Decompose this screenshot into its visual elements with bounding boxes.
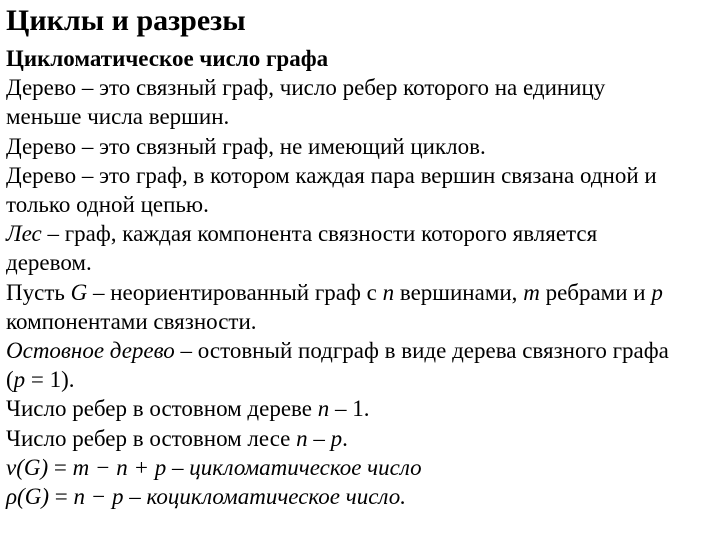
slide-body xyxy=(6,44,714,511)
graph-assumption-line-1 xyxy=(6,278,714,307)
text-segment: – 1. xyxy=(329,396,370,422)
cocyclomatic-number-formula xyxy=(6,482,714,511)
forest-term: Лес xyxy=(6,221,42,247)
var-p: p xyxy=(330,425,343,451)
text-segment: Пусть xyxy=(6,279,71,305)
spanning-tree-term: Остовное дерево xyxy=(6,338,175,364)
formula-argument: (G) xyxy=(17,484,49,510)
text-segment: . xyxy=(342,425,348,451)
rho-symbol: ρ xyxy=(6,484,18,510)
text-segment: = 1). xyxy=(25,367,75,393)
equals-sign: = xyxy=(48,454,73,480)
spanning-tree-definition-line-1 xyxy=(6,336,714,365)
forest-definition-line-2: деревом. xyxy=(6,250,92,276)
tree-definition-2: Дерево – это связный граф, не имеющий циклов. xyxy=(6,133,486,159)
tree-definition-3-line-1: Дерево – это граф, в котором каждая пара вершин связана одной и xyxy=(6,162,657,188)
formula-argument: (G) xyxy=(16,454,49,480)
tree-definition-1-line-1: Дерево – это связный граф, число ребер которого на единицу xyxy=(6,75,606,101)
nu-symbol: ν xyxy=(6,454,17,480)
text-segment: ( xyxy=(6,367,14,393)
var-m: m xyxy=(523,279,540,305)
subtitle: Цикломатическое число графа xyxy=(6,46,329,71)
spanning-tree-definition-line-2 xyxy=(6,365,714,394)
graph-assumption-line-2: компонентами связности. xyxy=(6,308,257,334)
var-p: p xyxy=(13,367,26,393)
formula-name: – коцикломатическое число. xyxy=(123,484,406,510)
text-segment: – неориентированный граф с xyxy=(87,279,383,305)
edges-in-spanning-tree xyxy=(6,394,714,423)
text-segment: Число ребер в остовном лесе xyxy=(6,425,297,451)
equals-sign: = xyxy=(48,484,74,510)
var-n: n xyxy=(382,279,395,305)
formula-name: – цикломатическое число xyxy=(166,454,422,480)
text-segment: ребрами и xyxy=(539,279,652,305)
slide-title: Циклы и разрезы xyxy=(6,4,246,37)
formula-expression: n − p xyxy=(73,484,124,510)
var-n: n xyxy=(296,425,308,451)
var-p: p xyxy=(651,279,663,305)
tree-definition-1-line-2: меньше числа вершин. xyxy=(6,104,230,130)
var-n: n xyxy=(317,396,330,422)
var-G: G xyxy=(70,279,88,305)
spanning-tree-text: – остовный подграф в виде дерева связного графа xyxy=(174,338,669,364)
forest-definition-line-1 xyxy=(6,219,714,248)
text-segment: Число ребер в остовном дереве xyxy=(6,396,318,422)
cyclomatic-number-formula xyxy=(6,453,714,482)
formula-expression: m − n + p xyxy=(72,454,167,480)
tree-definition-3-line-2: только одной цепью. xyxy=(6,192,209,218)
text-segment: вершинами, xyxy=(394,279,524,305)
edges-in-spanning-forest xyxy=(6,424,714,453)
text-segment: – xyxy=(307,425,331,451)
forest-definition-text: – граф, каждая компонента связности которого является xyxy=(41,221,598,247)
